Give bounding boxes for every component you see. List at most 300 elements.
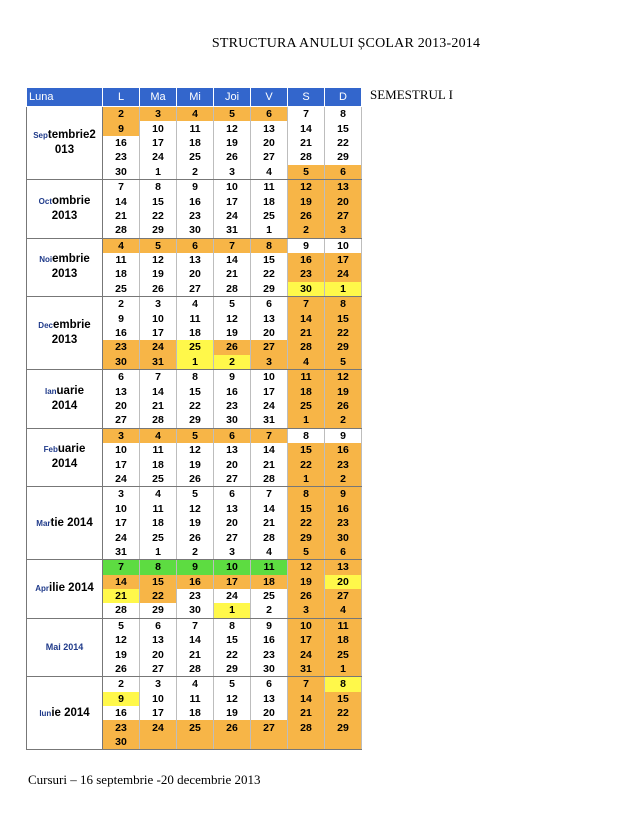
day-cell: 4	[140, 428, 177, 443]
day-cell: 7	[140, 370, 177, 385]
day-cell: 11	[177, 692, 214, 706]
day-cell: 13	[251, 121, 288, 135]
day-cell: 29	[140, 223, 177, 238]
day-cell: 30	[325, 530, 362, 544]
day-cell: 20	[251, 706, 288, 720]
day-cell: 11	[325, 618, 362, 633]
day-cell: 3	[140, 107, 177, 122]
day-cell: 4	[288, 355, 325, 370]
month-name: Mai 2014	[45, 641, 84, 652]
day-cell: 31	[251, 413, 288, 428]
day-cell: 1	[325, 282, 362, 297]
day-cell: 14	[288, 311, 325, 325]
day-cell: 29	[325, 340, 362, 354]
week-row	[27, 297, 362, 312]
day-cell: 11	[251, 560, 288, 575]
month-prefix: Noi	[39, 255, 53, 265]
week-row	[27, 428, 362, 443]
day-cell: 27	[251, 720, 288, 734]
day-cell: 20	[214, 457, 251, 471]
day-cell: 24	[214, 209, 251, 223]
week-row	[27, 179, 362, 194]
day-cell: 9	[214, 370, 251, 385]
day-cell: 27	[140, 662, 177, 677]
day-cell: 26	[177, 530, 214, 544]
day-cell: 1	[288, 413, 325, 428]
day-cell: 2	[288, 223, 325, 238]
day-cell: 8	[214, 618, 251, 633]
month-label	[27, 107, 103, 180]
header-joi: Joi	[214, 88, 251, 107]
calendar-body	[27, 107, 362, 750]
month-name: tembrie2	[47, 129, 96, 142]
day-cell: 16	[214, 384, 251, 398]
day-cell: 24	[103, 472, 140, 487]
day-cell: 19	[288, 575, 325, 589]
footer-note: Cursuri – 16 septembrie -20 decembrie 2013	[28, 772, 261, 787]
day-cell: 14	[251, 443, 288, 457]
day-cell: 24	[140, 150, 177, 164]
day-cell: 23	[325, 457, 362, 471]
day-cell: 18	[177, 706, 214, 720]
header-d: D	[325, 88, 362, 107]
day-cell: 4	[177, 297, 214, 312]
day-cell: 5	[288, 165, 325, 180]
day-cell: 23	[103, 340, 140, 354]
day-cell: 4	[251, 165, 288, 180]
day-cell: 11	[177, 121, 214, 135]
day-cell: 12	[288, 560, 325, 575]
month-year: 2014	[51, 399, 78, 412]
day-cell: 30	[103, 165, 140, 180]
day-cell: 2	[103, 677, 140, 692]
day-cell: 20	[103, 399, 140, 413]
day-cell: 2	[325, 413, 362, 428]
month-name: uarie	[57, 443, 86, 456]
day-cell: 20	[325, 575, 362, 589]
day-cell: 1	[140, 545, 177, 560]
day-cell: 27	[177, 282, 214, 297]
day-cell: 1	[177, 355, 214, 370]
day-cell: 6	[214, 487, 251, 502]
day-cell: 5	[214, 677, 251, 692]
day-cell: 13	[325, 560, 362, 575]
day-cell: 5	[214, 107, 251, 122]
day-cell: 21	[288, 326, 325, 340]
day-cell: 25	[177, 720, 214, 734]
month-name: ie 2014	[51, 706, 90, 719]
day-cell: 30	[103, 735, 140, 750]
day-cell: 3	[103, 487, 140, 502]
day-cell: 18	[177, 136, 214, 150]
day-cell: 20	[140, 647, 177, 661]
day-cell: 28	[103, 223, 140, 238]
day-cell	[325, 735, 362, 750]
day-cell: 22	[288, 457, 325, 471]
header-row	[27, 88, 362, 107]
day-cell: 20	[214, 516, 251, 530]
day-cell: 30	[177, 223, 214, 238]
day-cell	[177, 735, 214, 750]
day-cell: 22	[325, 136, 362, 150]
day-cell: 22	[325, 706, 362, 720]
month-prefix: Sep	[33, 131, 48, 141]
day-cell: 27	[325, 589, 362, 603]
day-cell: 13	[214, 502, 251, 516]
week-row	[27, 677, 362, 692]
day-cell: 5	[214, 297, 251, 312]
day-cell: 25	[140, 472, 177, 487]
day-cell: 15	[325, 121, 362, 135]
day-cell: 18	[103, 267, 140, 281]
day-cell: 12	[177, 502, 214, 516]
day-cell: 14	[103, 575, 140, 589]
day-cell: 11	[103, 253, 140, 267]
day-cell: 27	[103, 413, 140, 428]
day-cell: 16	[103, 706, 140, 720]
day-cell: 10	[103, 502, 140, 516]
month-label	[27, 677, 103, 750]
month-prefix: Oct	[38, 196, 52, 206]
day-cell: 13	[325, 179, 362, 194]
day-cell	[214, 735, 251, 750]
day-cell: 3	[140, 297, 177, 312]
semester-label: SEMESTRUL I	[370, 87, 453, 102]
day-cell: 12	[214, 311, 251, 325]
day-cell: 22	[214, 647, 251, 661]
day-cell: 1	[325, 662, 362, 677]
month-year: 2013	[51, 334, 78, 347]
day-cell: 15	[214, 633, 251, 647]
day-cell: 3	[214, 165, 251, 180]
calendar-table	[26, 87, 362, 750]
day-cell: 8	[325, 297, 362, 312]
day-cell: 20	[325, 194, 362, 208]
day-cell: 2	[103, 107, 140, 122]
day-cell: 10	[288, 618, 325, 633]
day-cell: 13	[251, 311, 288, 325]
day-cell: 7	[103, 179, 140, 194]
day-cell: 9	[325, 487, 362, 502]
day-cell: 23	[325, 516, 362, 530]
day-cell: 18	[288, 384, 325, 398]
day-cell: 22	[140, 589, 177, 603]
day-cell: 12	[103, 633, 140, 647]
day-cell: 6	[251, 107, 288, 122]
day-cell: 10	[325, 238, 362, 253]
day-cell: 27	[214, 472, 251, 487]
day-cell: 18	[140, 516, 177, 530]
document-title: STRUCTURA ANULUI ȘCOLAR 2013-2014	[211, 36, 481, 51]
day-cell	[251, 735, 288, 750]
day-cell: 21	[214, 267, 251, 281]
day-cell: 22	[325, 326, 362, 340]
day-cell: 8	[325, 107, 362, 122]
day-cell: 26	[288, 589, 325, 603]
day-cell: 16	[103, 326, 140, 340]
day-cell: 9	[325, 428, 362, 443]
day-cell: 9	[103, 121, 140, 135]
day-cell	[288, 735, 325, 750]
week-row	[27, 487, 362, 502]
day-cell: 21	[140, 399, 177, 413]
day-cell: 15	[325, 311, 362, 325]
day-cell: 7	[288, 297, 325, 312]
day-cell: 24	[288, 647, 325, 661]
month-label	[27, 370, 103, 429]
month-label	[27, 179, 103, 238]
day-cell: 23	[251, 647, 288, 661]
day-cell: 7	[177, 618, 214, 633]
day-cell: 31	[140, 355, 177, 370]
day-cell: 8	[288, 487, 325, 502]
day-cell: 13	[177, 253, 214, 267]
day-cell: 9	[251, 618, 288, 633]
day-cell: 10	[140, 121, 177, 135]
day-cell: 23	[177, 209, 214, 223]
day-cell: 2	[214, 355, 251, 370]
day-cell: 14	[177, 633, 214, 647]
day-cell: 24	[251, 399, 288, 413]
day-cell: 24	[140, 720, 177, 734]
day-cell: 31	[103, 545, 140, 560]
day-cell: 19	[177, 457, 214, 471]
day-cell: 18	[140, 457, 177, 471]
header-ma: Ma	[140, 88, 177, 107]
day-cell: 19	[214, 326, 251, 340]
day-cell: 13	[140, 633, 177, 647]
day-cell: 15	[288, 502, 325, 516]
day-cell: 25	[140, 530, 177, 544]
month-prefix: Apr	[35, 584, 49, 594]
day-cell: 23	[214, 399, 251, 413]
day-cell: 31	[288, 662, 325, 677]
day-cell: 15	[325, 692, 362, 706]
day-cell: 14	[288, 692, 325, 706]
day-cell: 5	[325, 355, 362, 370]
day-cell: 22	[140, 209, 177, 223]
day-cell: 1	[140, 165, 177, 180]
day-cell: 5	[103, 618, 140, 633]
day-cell: 7	[103, 560, 140, 575]
day-cell: 19	[214, 706, 251, 720]
month-name: ombrie	[52, 194, 91, 207]
day-cell: 17	[140, 706, 177, 720]
day-cell: 14	[140, 384, 177, 398]
month-prefix: Mar	[36, 518, 51, 528]
day-cell: 7	[288, 107, 325, 122]
day-cell: 17	[288, 633, 325, 647]
day-cell: 31	[214, 223, 251, 238]
day-cell: 21	[103, 209, 140, 223]
day-cell: 7	[251, 487, 288, 502]
day-cell: 21	[251, 457, 288, 471]
day-cell: 4	[140, 487, 177, 502]
day-cell: 14	[214, 253, 251, 267]
day-cell: 11	[251, 179, 288, 194]
day-cell: 21	[288, 706, 325, 720]
day-cell: 15	[140, 194, 177, 208]
day-cell: 22	[251, 267, 288, 281]
day-cell: 2	[177, 545, 214, 560]
day-cell: 6	[325, 165, 362, 180]
day-cell: 7	[251, 428, 288, 443]
day-cell: 9	[103, 311, 140, 325]
day-cell: 15	[288, 443, 325, 457]
day-cell: 29	[325, 150, 362, 164]
day-cell: 9	[177, 560, 214, 575]
day-cell: 10	[214, 179, 251, 194]
day-cell: 28	[177, 662, 214, 677]
day-cell: 7	[288, 677, 325, 692]
day-cell: 17	[251, 384, 288, 398]
day-cell: 23	[177, 589, 214, 603]
day-cell: 3	[325, 223, 362, 238]
day-cell: 26	[214, 720, 251, 734]
day-cell: 29	[214, 662, 251, 677]
day-cell: 28	[140, 413, 177, 428]
month-year: 013	[54, 143, 75, 156]
day-cell: 5	[288, 545, 325, 560]
day-cell: 14	[288, 121, 325, 135]
day-cell: 8	[177, 370, 214, 385]
day-cell: 3	[288, 603, 325, 618]
day-cell: 9	[177, 179, 214, 194]
day-cell: 21	[103, 589, 140, 603]
day-cell: 23	[288, 267, 325, 281]
day-cell: 26	[140, 282, 177, 297]
day-cell: 12	[288, 179, 325, 194]
month-label	[27, 297, 103, 370]
day-cell: 10	[103, 443, 140, 457]
day-cell: 15	[251, 253, 288, 267]
day-cell: 29	[177, 413, 214, 428]
day-cell: 18	[325, 633, 362, 647]
day-cell: 27	[325, 209, 362, 223]
day-cell: 28	[251, 530, 288, 544]
day-cell: 30	[177, 603, 214, 618]
day-cell: 16	[177, 575, 214, 589]
day-cell: 4	[251, 545, 288, 560]
month-prefix: Iun	[39, 708, 52, 718]
day-cell: 4	[103, 238, 140, 253]
day-cell: 1	[288, 472, 325, 487]
day-cell: 24	[214, 589, 251, 603]
day-cell: 17	[140, 326, 177, 340]
day-cell: 8	[251, 238, 288, 253]
day-cell: 19	[140, 267, 177, 281]
day-cell: 25	[251, 209, 288, 223]
day-cell: 3	[103, 428, 140, 443]
month-name: ilie 2014	[49, 582, 94, 595]
day-cell: 16	[288, 253, 325, 267]
day-cell: 17	[214, 575, 251, 589]
day-cell: 11	[288, 370, 325, 385]
day-cell: 5	[177, 487, 214, 502]
day-cell: 19	[214, 136, 251, 150]
day-cell	[140, 735, 177, 750]
day-cell: 7	[214, 238, 251, 253]
day-cell: 23	[103, 150, 140, 164]
month-label	[27, 428, 103, 487]
month-year: 2013	[51, 268, 78, 281]
day-cell: 20	[251, 326, 288, 340]
day-cell: 13	[103, 384, 140, 398]
day-cell: 12	[214, 121, 251, 135]
month-prefix: Feb	[43, 445, 58, 455]
day-cell: 16	[103, 136, 140, 150]
day-cell: 26	[177, 472, 214, 487]
day-cell: 29	[325, 720, 362, 734]
day-cell: 8	[140, 560, 177, 575]
day-cell: 20	[251, 136, 288, 150]
week-row	[27, 618, 362, 633]
week-row	[27, 107, 362, 122]
day-cell: 28	[251, 472, 288, 487]
day-cell: 23	[103, 720, 140, 734]
day-cell: 29	[251, 282, 288, 297]
day-cell: 28	[288, 720, 325, 734]
month-year: 2013	[51, 209, 78, 222]
day-cell: 26	[103, 662, 140, 677]
day-cell: 24	[140, 340, 177, 354]
day-cell: 11	[177, 311, 214, 325]
day-cell: 19	[325, 384, 362, 398]
day-cell: 30	[251, 662, 288, 677]
day-cell: 22	[288, 516, 325, 530]
day-cell: 28	[288, 150, 325, 164]
day-cell: 24	[325, 267, 362, 281]
day-cell: 9	[103, 692, 140, 706]
day-cell: 13	[214, 443, 251, 457]
day-cell: 12	[325, 370, 362, 385]
month-name: tie 2014	[50, 516, 93, 529]
day-cell: 8	[288, 428, 325, 443]
header-s: S	[288, 88, 325, 107]
month-name: embrie	[52, 253, 90, 266]
day-cell: 15	[177, 384, 214, 398]
day-cell: 14	[251, 502, 288, 516]
day-cell: 3	[140, 677, 177, 692]
day-cell: 8	[140, 179, 177, 194]
header-mi: Mi	[177, 88, 214, 107]
day-cell: 12	[214, 692, 251, 706]
day-cell: 24	[103, 530, 140, 544]
day-cell: 25	[251, 589, 288, 603]
day-cell: 6	[251, 297, 288, 312]
day-cell: 28	[214, 282, 251, 297]
day-cell: 2	[251, 603, 288, 618]
day-cell: 17	[214, 194, 251, 208]
day-cell: 10	[140, 311, 177, 325]
day-cell: 16	[177, 194, 214, 208]
day-cell: 14	[103, 194, 140, 208]
day-cell: 10	[251, 370, 288, 385]
day-cell: 4	[177, 677, 214, 692]
day-cell: 21	[288, 136, 325, 150]
day-cell: 11	[140, 502, 177, 516]
day-cell: 26	[325, 399, 362, 413]
day-cell: 19	[177, 516, 214, 530]
day-cell: 12	[177, 443, 214, 457]
week-row	[27, 560, 362, 575]
day-cell: 16	[251, 633, 288, 647]
day-cell: 25	[288, 399, 325, 413]
day-cell: 25	[325, 647, 362, 661]
day-cell: 11	[140, 443, 177, 457]
month-prefix: Dec	[38, 321, 53, 331]
day-cell: 10	[214, 560, 251, 575]
